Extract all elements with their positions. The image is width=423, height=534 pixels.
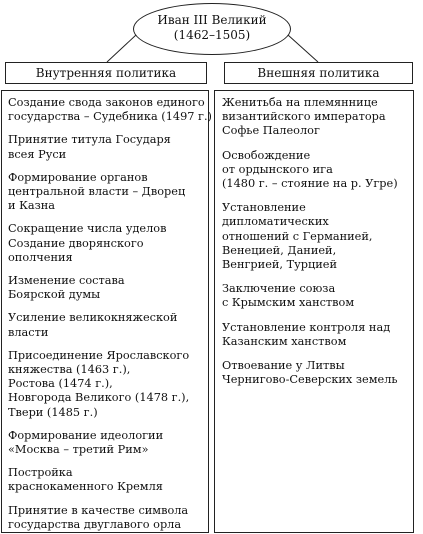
external-policy-list xyxy=(214,90,414,533)
internal-policy-item-line: Формирование органов xyxy=(8,170,148,184)
external-policy-item xyxy=(222,149,409,192)
external-policy-item xyxy=(222,359,409,387)
internal-policy-item-line: Формирование идеологии xyxy=(8,428,164,442)
internal-policy-list xyxy=(1,90,212,533)
internal-policy-item xyxy=(8,429,204,457)
external-policy-item-line: с Крымским ханством xyxy=(222,296,355,310)
internal-policy-item-line: княжества (1463 г.), xyxy=(8,363,131,377)
internal-policy-item-line: Сокращение числа уделов xyxy=(8,222,167,236)
internal-policy-item xyxy=(8,504,204,532)
internal-policy-item-line: всея Руси xyxy=(8,147,67,161)
internal-policy-item-line: Создание свода законов единого xyxy=(8,96,205,109)
internal-policy-item-line: Новгорода Великого (1478 г.), xyxy=(8,391,190,405)
external-policy-item-line: Софье Палеолог xyxy=(222,124,320,138)
connector-left xyxy=(107,35,136,62)
internal-policy-item-line: Изменение состава xyxy=(8,274,125,288)
external-policy-item-line: Установление xyxy=(222,201,306,215)
internal-policy-item-line: Принятие титула Государя xyxy=(8,133,171,147)
title-years: (1462–1505) xyxy=(173,28,251,42)
internal-policy-item-line: ополчения xyxy=(8,250,73,264)
internal-policy-item-line: государства двуглавого орла xyxy=(8,517,182,531)
connector-right xyxy=(288,35,318,62)
external-policy-item-line: византийского императора xyxy=(222,110,386,124)
internal-policy-item-line: Усиление великокняжеской xyxy=(8,311,178,325)
internal-policy-item-line: Присоединение Ярославского xyxy=(8,348,190,362)
external-policy-item-line: от ордынского ига xyxy=(222,162,333,176)
external-policy-item-line: Освобождение xyxy=(222,148,311,162)
internal-policy-item xyxy=(8,349,204,420)
internal-policy-item-line: Ростова (1474 г.), xyxy=(8,377,113,391)
internal-policy-header: Внутренняя политика xyxy=(5,62,207,84)
internal-policy-item-line: Твери (1485 г.) xyxy=(8,405,98,419)
internal-policy-item xyxy=(8,274,204,302)
internal-policy-item-line: краснокаменного Кремля xyxy=(8,480,163,494)
internal-policy-item xyxy=(8,466,204,494)
external-policy-item-line: отношений с Германией, xyxy=(222,229,373,243)
internal-policy-item-line: и Казна xyxy=(8,199,56,213)
external-policy-item xyxy=(222,321,409,349)
external-policy-item xyxy=(222,96,409,139)
internal-policy-item-line: власти xyxy=(8,325,49,339)
external-policy-item xyxy=(222,282,409,310)
external-policy-item-line: Заключение союза xyxy=(222,282,336,296)
external-policy-item-line: Казанским ханством xyxy=(222,334,347,348)
internal-policy-item xyxy=(8,133,204,161)
external-policy-item-line: Чернигово-Северских земель xyxy=(222,373,398,387)
external-policy-item-line: дипломатических xyxy=(222,215,329,229)
internal-policy-item-line: центральной власти – Дворец xyxy=(8,185,186,199)
title-name: Иван III Великий xyxy=(157,13,267,27)
internal-policy-item xyxy=(8,96,212,124)
external-policy-item-line: Женитьба на племяннице xyxy=(222,96,378,109)
internal-policy-item-line: Боярской думы xyxy=(8,288,101,302)
internal-policy-item xyxy=(8,171,204,214)
external-policy-header: Внешняя политика xyxy=(224,62,413,84)
internal-policy-item-line: Принятие в качестве символа xyxy=(8,503,189,517)
external-policy-item-line: Отвоевание у Литвы xyxy=(222,359,345,373)
external-policy-item-line: (1480 г. – стояние на р. Угре) xyxy=(222,177,398,191)
internal-policy-item-line: Постройка xyxy=(8,466,73,480)
title-oval xyxy=(133,3,291,55)
internal-policy-item-line: «Москва – третий Рим» xyxy=(8,443,149,457)
internal-policy-item xyxy=(8,222,204,265)
external-policy-item xyxy=(222,201,409,272)
external-policy-item-line: Венгрией, Турцией xyxy=(222,258,338,272)
internal-policy-item-line: Создание дворянского xyxy=(8,236,144,250)
external-policy-item-line: Установление контроля над xyxy=(222,320,391,334)
internal-policy-item-line: государства – Судебника (1497 г.) xyxy=(8,110,212,124)
internal-policy-item xyxy=(8,311,204,339)
external-policy-item-line: Венецией, Данией, xyxy=(222,243,337,257)
